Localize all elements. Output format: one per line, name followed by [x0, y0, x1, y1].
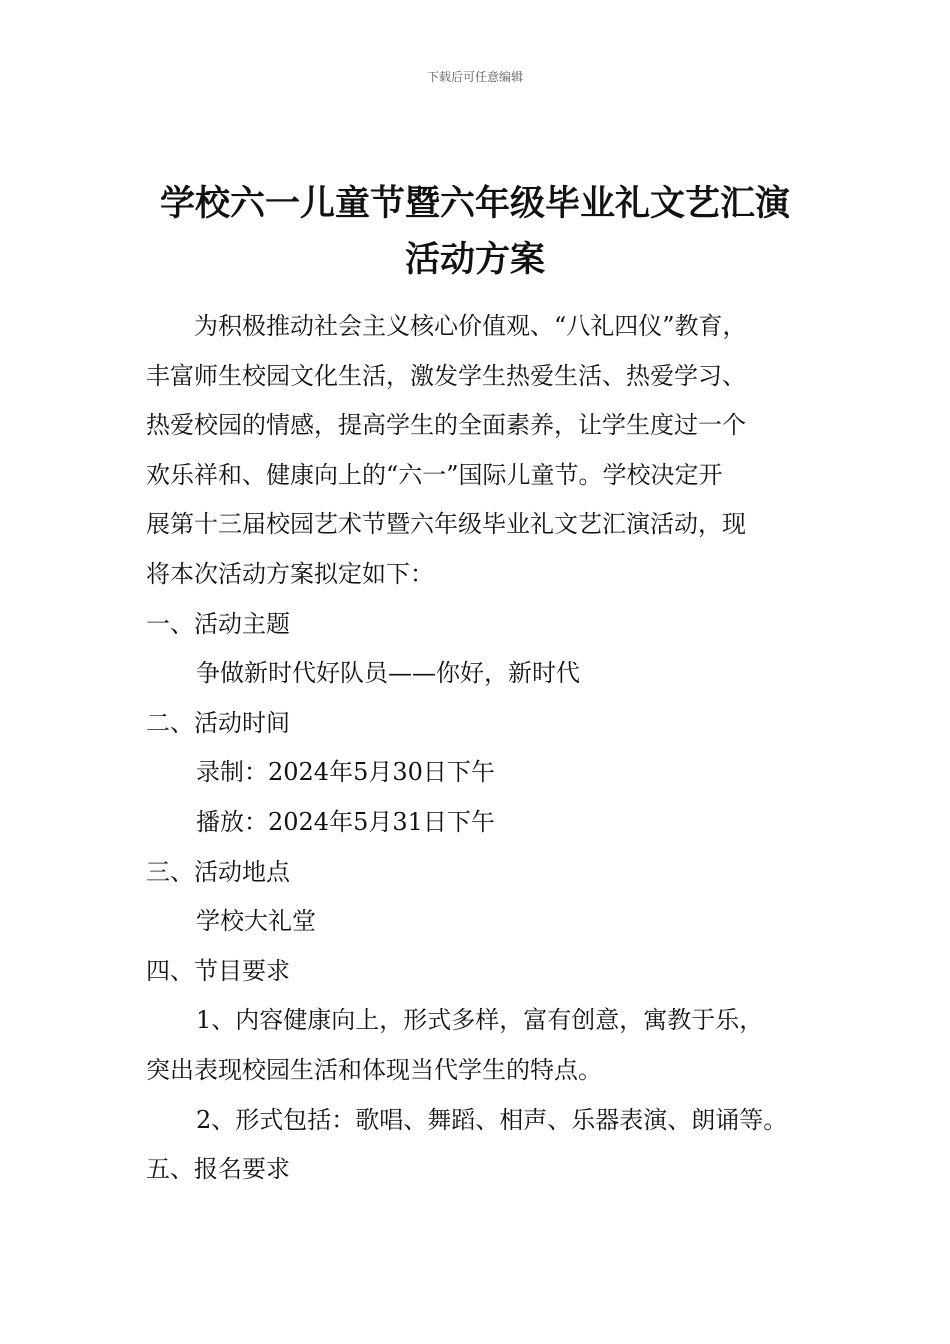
intro-line-1: 为积极推动社会主义核心价值观、“八礼四仪”教育，	[194, 312, 747, 340]
requirement-item-2: 2、形式包括：歌唱、舞蹈、相声、乐器表演、朗诵等。	[196, 1105, 788, 1134]
section-heading-time: 二、活动时间	[146, 708, 290, 737]
section-heading-registration: 五、报名要求	[146, 1155, 290, 1184]
intro-line-2: 丰富师生校园文化生活，激发学生热爱生活、热爱学习、	[146, 361, 746, 390]
requirement-item-1-line-2: 突出表现校园生活和体现当代学生的特点。	[146, 1055, 602, 1084]
intro-line-6: 将本次活动方案拟定如下：	[146, 559, 434, 588]
place-content: 学校大礼堂	[196, 907, 316, 936]
title-line-2: 活动方案	[404, 240, 545, 280]
section-heading-place: 三、活动地点	[146, 857, 290, 886]
title-line-1: 学校六一儿童节暨六年级毕业礼文艺汇演	[159, 184, 790, 224]
intro-line-3: 热爱校园的情感，提高学生的全面素养，让学生度过一个	[146, 411, 746, 440]
document-title	[100, 176, 850, 288]
requirement-item-1-line-1: 1、内容健康向上，形式多样，富有创意，寓教于乐，	[196, 1006, 764, 1035]
document-body	[146, 302, 816, 1195]
section-heading-requirements: 四、节目要求	[146, 956, 290, 985]
section-heading-theme: 一、活动主题	[146, 609, 290, 638]
intro-line-5: 展第十三届校园艺术节暨六年级毕业礼文艺汇演活动，现	[146, 510, 746, 539]
theme-content: 争做新时代好队员——你好，新时代	[196, 659, 580, 688]
header-note: 下载后可任意编辑	[426, 70, 523, 84]
intro-line-4: 欢乐祥和、健康向上的“六一”国际儿童节。学校决定开	[146, 460, 723, 489]
time-broadcast: 播放：2024年5月31日下午	[196, 807, 495, 836]
time-record: 录制：2024年5月30日下午	[196, 758, 495, 787]
